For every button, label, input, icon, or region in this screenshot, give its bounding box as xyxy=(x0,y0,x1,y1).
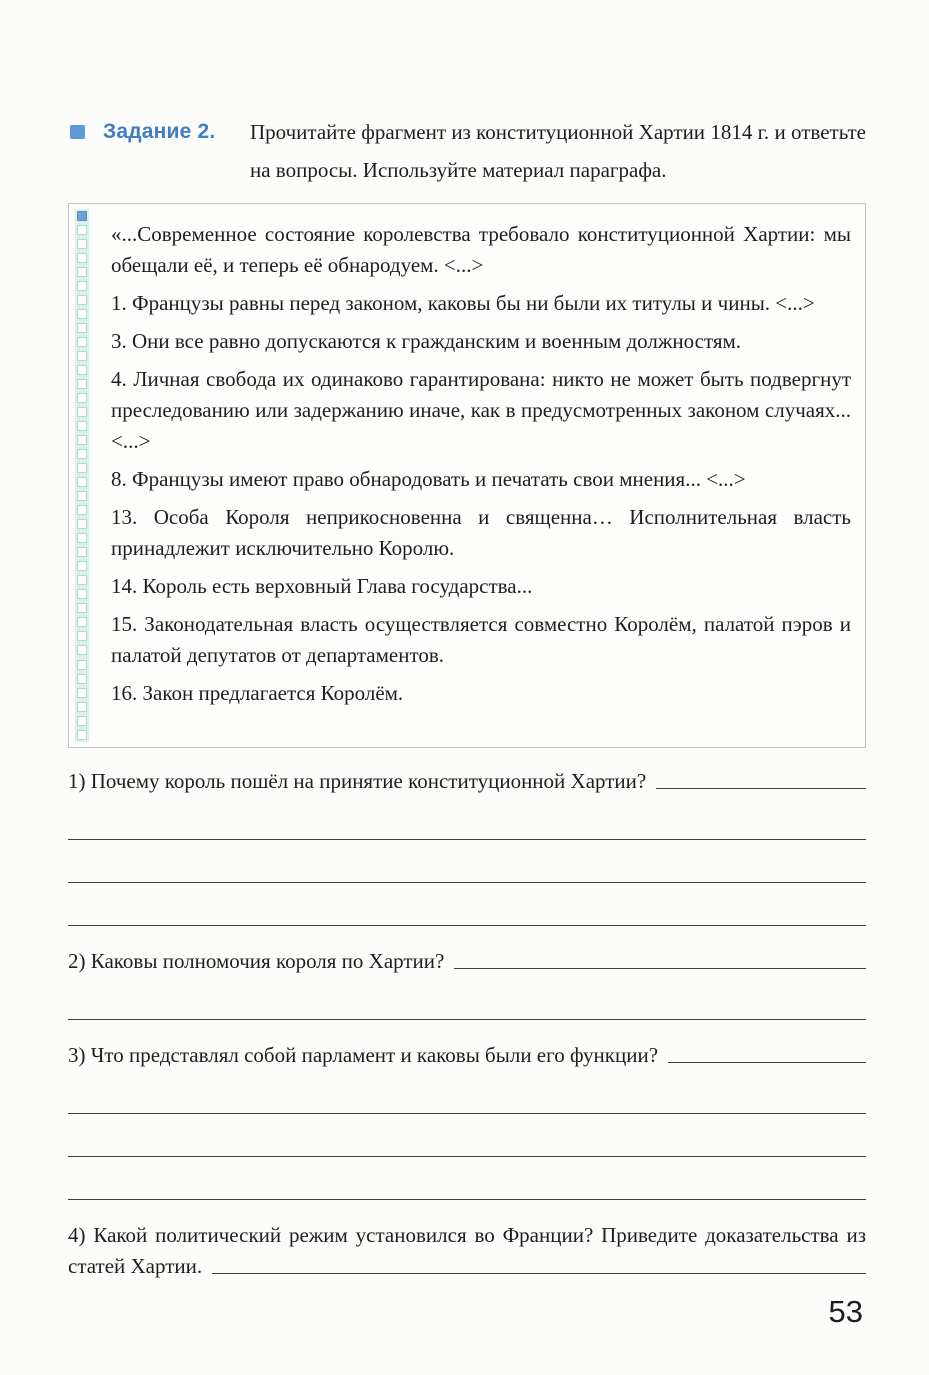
quote-box xyxy=(68,203,866,748)
quote-paragraph: 15. Законодательная власть осуществляется совместно Королём, палатой пэров и палатой депутатов от департаментов. xyxy=(111,612,851,667)
question-row xyxy=(68,766,866,797)
chain-link-icon xyxy=(77,533,87,543)
answer-line xyxy=(68,977,866,1020)
chain-decoration-icon xyxy=(75,209,89,742)
task-label: Задание 2. xyxy=(103,120,216,143)
question-text: 4) Какой политический режим установился во Франции? Приведите доказательства из статей Хартии. xyxy=(68,1223,866,1278)
chain-link-icon xyxy=(77,379,87,389)
chain-link-icon xyxy=(77,716,87,726)
question-row xyxy=(68,1220,866,1282)
answer-line xyxy=(68,797,866,840)
chain-link-icon xyxy=(77,730,87,740)
quote-paragraph: 16. Закон предлагается Королём. xyxy=(111,681,404,705)
chain-link-icon xyxy=(77,253,87,263)
quote-paragraph: 13. Особа Короля неприкосновенна и священна… Исполнительная власть принадлежит исключительно Королю. xyxy=(111,505,851,560)
question-text: 3) Что представлял собой парламент и каковы были его функции? xyxy=(68,1043,659,1067)
chain-link-icon xyxy=(77,519,87,529)
chain-link-icon xyxy=(77,505,87,515)
chain-link-icon xyxy=(77,365,87,375)
question-block xyxy=(68,766,866,926)
answer-line xyxy=(454,968,866,969)
chain-link-icon xyxy=(77,337,87,347)
chain-link-icon xyxy=(77,295,87,305)
quote-paragraph: 3. Они все равно допускаются к гражданским и военным должностям. xyxy=(111,329,742,353)
chain-link-icon xyxy=(77,674,87,684)
quote-content xyxy=(111,219,851,709)
quote-paragraph: 14. Король есть верховный Глава государства... xyxy=(111,574,533,598)
question-text: 1) Почему король пошёл на принятие конституционной Хартии? xyxy=(68,769,647,793)
chain-link-icon xyxy=(77,267,87,277)
question-block xyxy=(68,1220,866,1282)
chain-link-icon xyxy=(77,281,87,291)
chain-link-icon xyxy=(77,561,87,571)
task-instruction: Прочитайте фрагмент из конституционной Хартии 1814 г. и ответьте на вопросы. Используйте материал параграфа. xyxy=(250,120,866,182)
chain-link-icon xyxy=(77,323,87,333)
answer-line xyxy=(68,883,866,926)
question-block xyxy=(68,946,866,1020)
chain-link-icon xyxy=(77,435,87,445)
chain-link-icon xyxy=(77,645,87,655)
chain-link-icon xyxy=(77,688,87,698)
quote-paragraph: «...Современное состояние королевства требовало конституционной Хартии: мы обещали её, и теперь её обнародуем. <...> xyxy=(111,222,851,277)
chain-link-icon xyxy=(77,617,87,627)
chain-link-icon xyxy=(77,589,87,599)
chain-link-icon xyxy=(77,393,87,403)
chain-link-icon xyxy=(77,407,87,417)
answer-line xyxy=(668,1062,866,1063)
quote-paragraph: 1. Французы равны перед законом, каковы бы ни были их титулы и чины. <...> xyxy=(111,291,815,315)
chain-link-icon xyxy=(77,660,87,670)
chain-link-icon xyxy=(77,351,87,361)
quote-paragraph: 4. Личная свобода их одинаково гарантирована: никто не может быть подвергнут преследованию или задержанию иначе, как в предусмотренных законом случаях... <...> xyxy=(111,367,851,453)
chain-link-icon xyxy=(77,449,87,459)
answer-line xyxy=(68,1157,866,1200)
question-row xyxy=(68,946,866,977)
page-number: 53 xyxy=(828,1294,863,1329)
chain-link-icon xyxy=(77,631,87,641)
answer-line xyxy=(68,1071,866,1114)
answer-line xyxy=(212,1273,866,1274)
chain-link-icon xyxy=(77,309,87,319)
answer-line xyxy=(68,840,866,883)
chain-link-icon xyxy=(77,603,87,613)
question-row xyxy=(68,1040,866,1071)
questions-section xyxy=(68,766,866,1282)
chain-link-icon xyxy=(77,547,87,557)
task-header xyxy=(68,118,866,189)
question-text: 2) Каковы полномочия короля по Хартии? xyxy=(68,949,445,973)
answer-line xyxy=(68,1114,866,1157)
chain-link-icon xyxy=(77,239,87,249)
chain-link-icon xyxy=(77,463,87,473)
chain-link-icon xyxy=(77,225,87,235)
answer-line xyxy=(656,788,866,789)
chain-link-icon xyxy=(77,477,87,487)
chain-link-icon xyxy=(77,491,87,501)
square-bullet-icon xyxy=(70,125,85,139)
quote-paragraph: 8. Французы имеют право обнародовать и печатать свои мнения... <...> xyxy=(111,467,746,491)
chain-link-icon xyxy=(77,211,87,221)
chain-link-icon xyxy=(77,575,87,585)
question-block xyxy=(68,1040,866,1200)
chain-link-icon xyxy=(77,702,87,712)
chain-link-icon xyxy=(77,421,87,431)
